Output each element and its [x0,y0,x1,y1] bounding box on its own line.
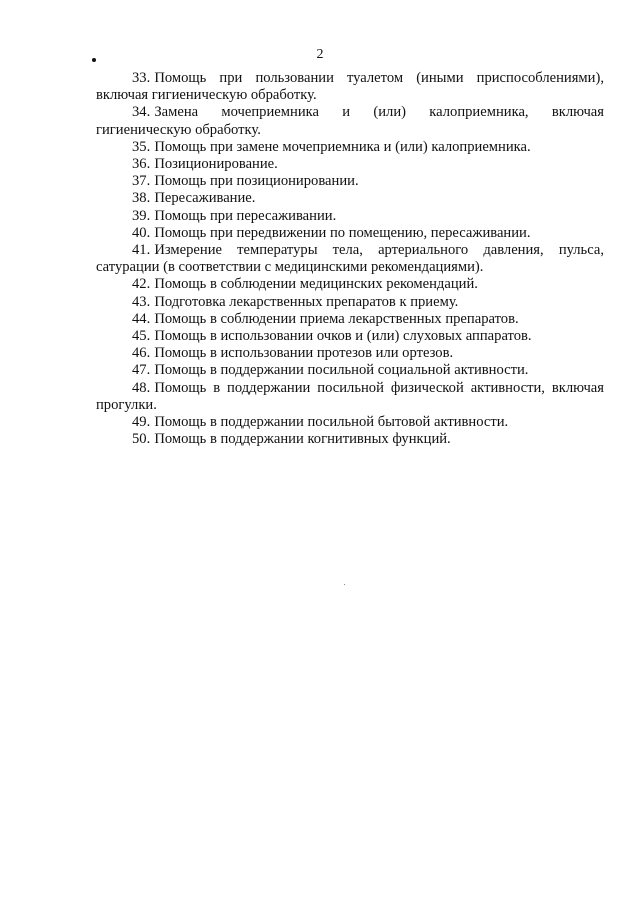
item-number: 33. [132,70,151,86]
list-item-49 [96,414,604,431]
list-item-44 [96,311,604,328]
list-item-48 [96,380,604,414]
page-number: 2 [316,47,324,62]
list-item-42 [96,276,604,293]
item-text: Подготовка лекарственных препаратов к приему. [154,293,459,310]
list-item-47 [96,362,604,379]
item-text: Измерение температуры тела, артериального давления, пульса, сатурации (в соответствии с медицинскими рекомендациями). [96,242,604,276]
item-number: 49. [132,414,151,431]
list-item-45 [96,328,604,345]
item-number: 42. [132,276,151,293]
item-number: 36. [132,156,151,173]
item-text: Замена мочеприемника и (или) калоприемника, включая гигиеническую обработку. [96,104,604,138]
document-body [96,70,604,448]
list-item-39 [96,208,604,225]
list-item-40 [96,225,604,242]
list-item-41 [96,242,604,276]
list-item-34 [96,104,604,138]
item-text: Помощь при передвижении по помещению, пересаживании. [154,224,531,241]
item-text: Помощь при пересаживании. [154,207,337,224]
item-text: Пересаживание. [154,190,256,207]
item-text: Помощь в использовании очков и (или) слуховых аппаратов. [154,328,532,345]
item-text: Помощь при позиционировании. [154,173,359,190]
item-text: Помощь в поддержании посильной физической активности, включая прогулки. [96,379,604,413]
item-number: 47. [132,362,151,379]
item-text: Помощь в поддержании посильной социальной активности. [154,362,529,379]
list-item-50 [96,431,604,448]
item-number: 50. [132,431,151,448]
item-text: Помощь в соблюдении приема лекарственных препаратов. [154,310,519,327]
item-number: 48. [132,379,151,396]
scan-artifact-dot [92,58,96,62]
item-text: Помощь в поддержании посильной бытовой активности. [154,414,509,431]
item-number: 35. [132,138,151,155]
list-item-43 [96,294,604,311]
list-item-38 [96,190,604,207]
item-text: Помощь в соблюдении медицинских рекомендаций. [154,276,478,293]
item-text: Помощь при пользовании туалетом (иными приспособлениями), включая гигиеническую обработку. [96,70,604,104]
list-item-46 [96,345,604,362]
list-item-36 [96,156,604,173]
item-text: Помощь в использовании протезов или ортезов. [154,345,454,362]
item-number: 41. [132,242,151,259]
item-text: Помощь в поддержании когнитивных функций. [154,431,451,448]
list-item-37 [96,173,604,190]
scan-artifact-speck [344,584,345,585]
item-number: 40. [132,224,151,241]
item-number: 45. [132,328,151,345]
item-number: 43. [132,293,151,310]
item-number: 39. [132,207,151,224]
list-item-33 [96,70,604,104]
item-number: 38. [132,190,151,207]
item-number: 44. [132,310,151,327]
item-number: 46. [132,345,151,362]
list-item-35 [96,139,604,156]
item-number: 34. [132,104,151,121]
item-number: 37. [132,173,151,190]
item-text: Помощь при замене мочеприемника и (или) калоприемника. [154,138,531,155]
item-text: Позиционирование. [154,156,278,173]
